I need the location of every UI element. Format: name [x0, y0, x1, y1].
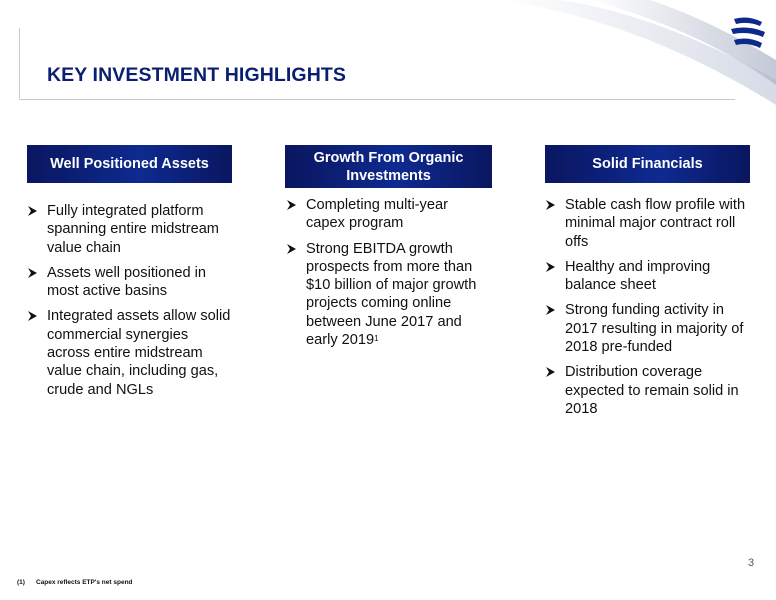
column-bullet-list-2: [287, 196, 487, 356]
bullet-text: Assets well positioned in most active basins: [47, 264, 206, 300]
bullet-item: [287, 196, 487, 233]
column-header-growth-from-organic-investments: Growth From Organic Investments: [285, 145, 492, 188]
bullet-item: [546, 196, 746, 251]
footnote-marker: (1): [17, 579, 25, 586]
bullet-text: Stable cash flow profile with minimal major contract roll offs: [565, 197, 746, 250]
bullet-text: Strong funding activity in 2017 resulting in majority of 2018 pre-funded: [565, 302, 744, 356]
footnote-reference: 1: [374, 334, 379, 344]
slide-title: KEY INVESTMENT HIGHLIGHTS: [47, 64, 346, 86]
arrowhead-bullet-icon: [546, 305, 555, 315]
bullet-text: Distribution coverage expected to remain solid in 2018: [565, 364, 739, 417]
company-logo-icon: [728, 16, 768, 52]
bullet-item: [546, 363, 746, 418]
bullet-text: Healthy and improving balance sheet: [565, 258, 711, 294]
arrowhead-bullet-icon: [28, 268, 37, 278]
footnote-text: Capex reflects ETP's net spend: [35, 579, 133, 586]
title-underline-rule: [19, 99, 735, 100]
column-header-solid-financials: Solid Financials: [545, 145, 750, 183]
arrowhead-bullet-icon: [546, 200, 555, 210]
bullet-text: Integrated assets allow solid commercial synergies across entire midstream value chain, including gas, crude and NGLs: [47, 308, 231, 398]
column-bullet-list-3: [546, 196, 746, 425]
column-bullet-list-1: [28, 202, 233, 406]
bullet-item: [546, 301, 746, 356]
footnote: [17, 579, 133, 586]
arrowhead-bullet-icon: [287, 200, 296, 210]
bullet-text: Fully integrated platform spanning entire midstream value chain: [47, 203, 219, 256]
column-header-well-positioned-assets: Well Positioned Assets: [27, 145, 232, 183]
arrowhead-bullet-icon: [546, 262, 555, 272]
arrowhead-bullet-icon: [28, 311, 37, 321]
bullet-text: Completing multi-year capex program: [306, 197, 448, 232]
bullet-item: [546, 258, 746, 295]
arrowhead-bullet-icon: [287, 244, 296, 254]
bullet-item: [28, 264, 233, 301]
bullet-text: Strong EBITDA growth prospects from more than $10 billion of major growth projects coming online between June 2017 and early 2019: [306, 240, 477, 349]
page-number: 3: [748, 557, 755, 569]
bullet-item: [28, 307, 233, 398]
arrowhead-bullet-icon: [28, 206, 37, 216]
left-vertical-rule: [19, 28, 20, 98]
arrowhead-bullet-icon: [546, 367, 555, 377]
bullet-item: [287, 240, 487, 350]
bullet-item: [28, 202, 233, 257]
